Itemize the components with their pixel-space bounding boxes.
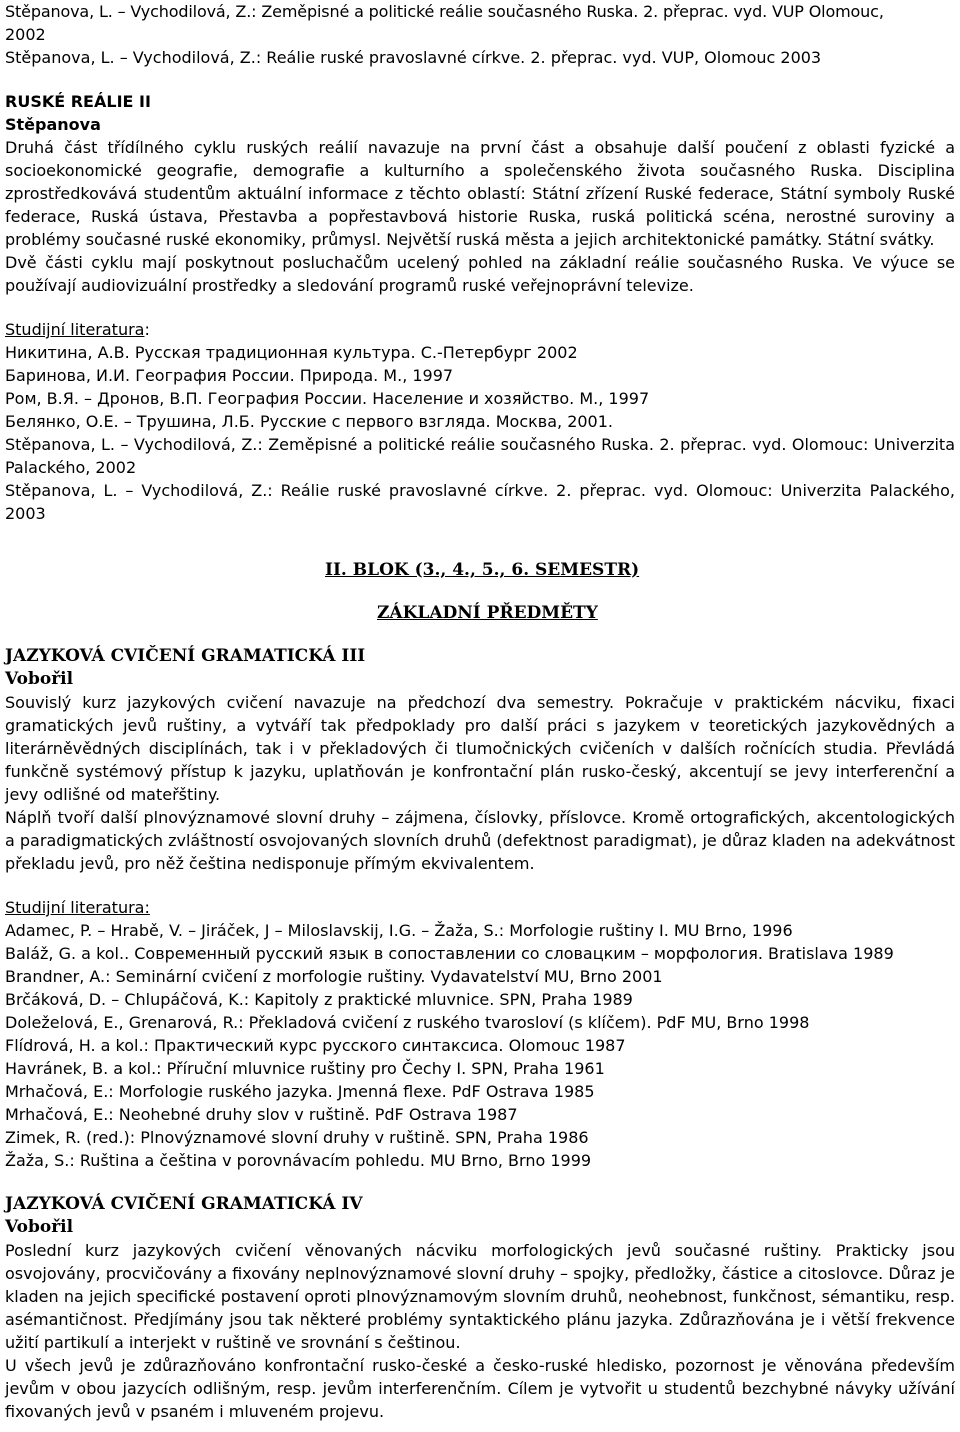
section-description: Druhá část třídílného cyklu ruských reálií navazuje na první část a obsahuje další poučení z oblasti fyzické a socioekonomické geografie, demografie a kulturního a společenského života současného Ruska. Disciplina zprostředkovává studentům aktuální informace z těchto oblastí: Státní zřízení Ruské federace, Státní symboly Ruské federace, Ruská ústava, Přestavba a popřestavbová historie Ruska, ruská politická scéna, nerostné suroviny a problémy současné ruské ekonomiky, průmysl. Největší ruská města a jejich architektonické památky. Státní svátky.	[5, 138, 955, 249]
literature-item: Baláž, G. a kol.. Современный русский язык в сопоставлении со словацким – морфология. Bratislava 1989	[5, 944, 894, 963]
top-reference-2: Stěpanova, L. – Vychodilová, Z.: Reálie ruské pravoslavné církve. 2. přeprac. vyd. VUP, Olomouc 2003	[5, 48, 822, 67]
block-subheading: ZÁKLADNÍ PŘEDMĚTY	[377, 603, 598, 623]
literature-item: Brčáková, D. – Chlupáčová, K.: Kapitoly z praktické mluvnice. SPN, Praha 1989	[5, 990, 633, 1009]
literature-heading: Studijní literatura:	[5, 898, 150, 917]
literature-colon: :	[144, 320, 150, 339]
section-title-gramaticka-iv: JAZYKOVÁ CVIČENÍ GRAMATICKÁ IV	[5, 1194, 363, 1214]
literature-item: Flídrová, H. a kol.: Практический курс русского синтаксиса. Olomouc 1987	[5, 1036, 626, 1055]
section-description-2: Náplň tvoří další plnovýznamové slovní druhy – zájmena, číslovky, příslovce. Kromě ortografických, akcentologických a paradigmatických zvláštností osvojovaných slovních druhů (defektnost paradigmat), je důraz kladen na adekvátnost překladu jevů, pro něž čeština nedisponuje přímým ekvivalentem.	[5, 808, 955, 873]
document-page	[5, 0, 955, 1423]
block-heading: II. BLOK (3., 4., 5., 6. SEMESTR)	[325, 560, 640, 580]
literature-item: Žaža, S.: Ruština a čeština v porovnávacím pohledu. MU Brno, Brno 1999	[5, 1151, 592, 1170]
literature-item: Никитина, А.В. Русская традиционная культура. С.-Петербург 2002	[5, 343, 578, 362]
literature-label: Studijní literatura	[5, 320, 145, 339]
section-author: Vobořil	[5, 1217, 74, 1237]
top-reference-1: Stěpanova, L. – Vychodilová, Z.: Zeměpisné a politické reálie současného Ruska. 2. přeprac. vyd. VUP Olomouc,	[5, 2, 884, 21]
literature-item: Doleželová, E., Grenarová, R.: Překladová cvičení z ruského tvarosloví (s klíčem). PdF MU, Brno 1998	[5, 1013, 810, 1032]
literature-item: Brandner, A.: Seminární cvičení z morfologie ruštiny. Vydavatelství MU, Brno 2001	[5, 967, 663, 986]
literature-heading	[5, 318, 955, 341]
top-reference-1-year: 2002	[5, 25, 46, 44]
literature-item: Ром, В.Я. – Дронов, В.П. География России. Население и хозяйство. М., 1997	[5, 389, 650, 408]
section-author: Vobořil	[5, 669, 74, 689]
literature-item: Stěpanova, L. – Vychodilová, Z.: Zeměpisné a politické reálie současného Ruska. 2. přeprac. vyd. Olomouc: Univerzita Palackého, 2002	[5, 435, 955, 477]
section-description: Poslední kurz jazykových cvičení věnovaných nácviku morfologických jevů současné ruštiny. Prakticky jsou osvojovány, procvičovány a fixovány neplnovýznamové slovní druhy – spojky, předložky, částice a citoslovce. Důraz je kladen na jejich specifické postavení oproti plnovýznamovým slovním druhů, neohebnost, funkčnost, sémantiku, resp. asémantičnost. Předjímány jsou tak některé problémy syntaktického plánu jazyka. Zdůrazňována je i větší frekvence užití partikulí a interjekt v ruštině ve srovnání s češtinou.	[5, 1241, 955, 1352]
section-description-2: U všech jevů je zdůrazňováno konfrontační rusko-české a česko-ruské hledisko, pozornost je věnována především jevům v obou jazycích odlišným, resp. jevům interferenčním. Cílem je vytvořit u studentů bezchybné návyky užívání fixovaných jevů v psaném i mluveném projevu.	[5, 1356, 955, 1421]
literature-item: Баринова, И.И. География России. Природа. М., 1997	[5, 366, 454, 385]
literature-item: Mrhačová, E.: Morfologie ruského jazyka. Jmenná flexe. PdF Ostrava 1985	[5, 1082, 595, 1101]
section-description: Souvislý kurz jazykových cvičení navazuje na předchozí dva semestry. Pokračuje v praktickém nácviku, fixaci gramatických jevů ruštiny, a vytváří tak předpoklady pro další práci s jazykem v teoretických jazykovědných a literárněvědných disciplínách, tak i v překladových či tlumočnických cvičeních v dalších ročnících studia. Převládá funkčně systémový přístup k jazyku, uplatňován je konfrontační plán rusko-český, akcentují se jevy interferenční a jevy odlišné od mateřštiny.	[5, 693, 955, 804]
section-title-gramaticka-iii: JAZYKOVÁ CVIČENÍ GRAMATICKÁ III	[5, 646, 366, 666]
section-description-2: Dvě části cyklu mají poskytnout posluchačům ucelený pohled na základní reálie současného Ruska. Ve výuce se používají audiovizuální prostředky a sledování programů ruské veřejnoprávní televize.	[5, 253, 955, 295]
section-title-ruske-realie: RUSKÉ REÁLIE II	[5, 92, 151, 111]
literature-item: Stěpanova, L. – Vychodilová, Z.: Reálie ruské pravoslavné církve. 2. přeprac. vyd. Olomouc: Univerzita Palackého, 2003	[5, 481, 955, 523]
literature-item: Zimek, R. (red.): Plnovýznamové slovní druhy v ruštině. SPN, Praha 1986	[5, 1128, 589, 1147]
literature-item: Havránek, B. a kol.: Příruční mluvnice ruštiny pro Čechy I. SPN, Praha 1961	[5, 1059, 605, 1078]
literature-item: Adamec, P. – Hrabě, V. – Jiráček, J – Miloslavskij, I.G. – Žaža, S.: Morfologie ruštiny I. MU Brno, 1996	[5, 921, 793, 940]
literature-item: Белянко, О.Е. – Трушина, Л.Б. Русские с первого взгляда. Москва, 2001.	[5, 412, 613, 431]
literature-item: Mrhačová, E.: Neohebné druhy slov v ruštině. PdF Ostrava 1987	[5, 1105, 518, 1124]
section-author: Stěpanova	[5, 115, 101, 134]
